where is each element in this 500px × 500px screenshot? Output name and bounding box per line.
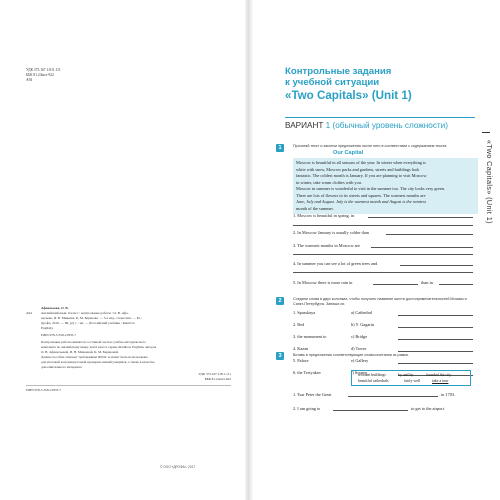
imprint-block [26, 68, 61, 83]
catalog-desc-1: Английский язык. 6 класс : контрольные работы / О. В. Афа- [41, 311, 129, 315]
catalog-author: Афанасьева, О. В. [41, 306, 69, 310]
catalog-card [26, 306, 231, 393]
task2-right-d: d) Tower [351, 346, 367, 351]
task1-sentence-1: 1. Moscow is beautiful in spring, in [293, 213, 355, 218]
answer-line[interactable] [293, 225, 473, 226]
answer-line[interactable] [333, 410, 408, 411]
title-en: «Two Capitals» (Unit 1) [285, 89, 412, 102]
task2-instruction: Соедини слова в двух колонках, чтобы получить название шести достопримечательностей Москвы и Санкт-Петербурга. Запиши их. [293, 297, 467, 306]
catalog-udc: УДК 373.167.1:811.111 [198, 372, 231, 376]
task2-right-b: b) Y. Gagarin [351, 322, 375, 327]
task2-left-3: 3. the monument to [293, 334, 327, 339]
task2-right-c: c) Bridge [351, 334, 368, 339]
task1-passage: Moscow is beautiful in all seasons of the year. In winter when everything is white with snow, Moscow parks and gardens, streets and buildings look fantastic. The coldest month is January. If you are planning to visit Moscow in winter, take warm clothes with you. Moscow in summer is wonderful to visit in the summer too. The city looks very green. There are lots of flowers in its streets and squares. The warmest months are June, July and August. July is the warmest month and August is the rainiest month of the summer. [293, 158, 478, 214]
imprint-udc: УДК 373.167.1:811.111 [26, 68, 61, 72]
answer-line[interactable] [400, 265, 473, 266]
task3-sentence-2-end: to get to the airport. [411, 406, 446, 411]
task3-sentence-1: 1. Tsar Peter the Great [293, 392, 332, 397]
answer-line[interactable] [386, 234, 473, 235]
catalog-abstract-1: Контрольные работы являются составной частью учебно-методического [41, 340, 146, 344]
task3-sentence-2: 2. I am going to [293, 406, 321, 411]
left-page [0, 0, 245, 500]
answer-line[interactable] [293, 272, 473, 273]
word-option: fairly well [404, 379, 421, 383]
imprint-bbk: ББК 81.2Англ-922 [26, 73, 54, 77]
catalog-abstract-5: для итоговой и промежуточной проверки знаний учащихся, а также в качестве [41, 360, 155, 364]
task1-sentence-3: 3. The warmest months in Moscow are [293, 243, 360, 248]
task1-than-in: than in [421, 280, 433, 285]
imprint-code: А94 [26, 78, 33, 82]
copyright: © ООО «ДРОФА», 2017 [160, 465, 196, 469]
answer-line[interactable] [398, 363, 473, 364]
task1-instruction: Прочитай текст и закончи предложения после него в соответствии с содержанием текста. [293, 144, 448, 148]
catalog-abstract-2: комплекта по английскому языку для 6 класса серии «Rainbow English» авторов [41, 345, 157, 349]
catalog-code: А94 [26, 311, 32, 315]
answer-line[interactable] [368, 217, 473, 218]
catalog-desc-3: Дрофа, 2019. — 86, [2] с. : ил. — (Российский учебник : Rainbow [41, 321, 135, 325]
task2-left-4: 4. Kazan [293, 346, 309, 351]
task3-sentence-1-end: in 1703. [441, 392, 456, 397]
task2-number-badge: 2 [276, 297, 284, 305]
word-option: take a tour [432, 379, 449, 383]
task2-left-5: 5. Palace [293, 358, 309, 363]
catalog-isbn: ISBN 978-5-358-21835-7 [41, 333, 77, 337]
book-gutter [245, 0, 253, 500]
catalog-divider [26, 385, 231, 386]
task1-number-badge: 1 [276, 144, 284, 152]
variant-heading [285, 121, 448, 130]
task2-left-1: 1. Spasskaya [293, 310, 316, 315]
answer-line[interactable] [398, 351, 473, 352]
task2-right-e: e) Gallery [351, 358, 369, 363]
title-ru-line1: Контрольные задания [285, 66, 392, 77]
task2-left-2: 2. Red [293, 322, 305, 327]
task3-word-box [351, 370, 471, 386]
task1-sentence-4: 4. In summer you can see a lot of green trees and [293, 261, 378, 266]
answer-line[interactable] [373, 284, 418, 285]
right-page [253, 0, 500, 500]
header-rule [285, 117, 475, 118]
answer-line[interactable] [398, 327, 473, 328]
task3-number-badge: 3 [276, 352, 284, 360]
task1-text-title: Our Capital [333, 150, 364, 156]
task2-right-a: a) Cathedral [351, 310, 373, 315]
word-option: wooden buildings [358, 373, 386, 377]
catalog-desc-4: English). [41, 326, 54, 330]
section-header [285, 66, 480, 103]
side-running-title: «Two Capitals» (Unit 1) [485, 140, 494, 224]
task2-right-f: f) Square [351, 370, 367, 375]
catalog-desc-2: насьева, И. В. Михеева, К. М. Баранова. — 5-е изд., стереотип. — М. : [41, 316, 143, 320]
variant-number: 1 [325, 121, 331, 130]
task2-left-6: 6. the Tretyakov [293, 370, 322, 375]
catalog-bbk: ББК 81.2Англ-922 [204, 377, 231, 381]
title-ru-line2: к учебной ситуации [285, 77, 380, 88]
answer-line[interactable] [398, 315, 473, 316]
word-option: beautiful cathedrals [358, 379, 389, 383]
answer-line[interactable] [348, 396, 438, 397]
task1-sentence-5: 5. In Moscow there is more rain in [293, 280, 353, 285]
answer-line[interactable] [293, 254, 473, 255]
side-tab-mark [482, 132, 490, 133]
answer-line[interactable] [398, 339, 473, 340]
catalog-abstract-4: Данное пособие отвечает требованиям ФГОС и может быть использовано [41, 355, 148, 359]
catalog-abstract-3: О. В. Афанасьевой, И. В. Михеевой, К. М. Барановой. [41, 350, 119, 354]
answer-line[interactable] [371, 247, 473, 248]
task3-instruction: Вставь в предложения соответствующие словосочетания из рамки. [293, 353, 409, 357]
answer-line[interactable] [439, 284, 473, 285]
word-option: by and by [398, 373, 414, 377]
word-option: founded the city [426, 373, 452, 377]
variant-label: ВАРИАНТ [285, 121, 324, 130]
task1-sentence-2: 2. In Moscow January is usually colder than [293, 230, 369, 235]
catalog-abstract-6: дополнительного материала. [41, 365, 83, 369]
variant-level: (обычный уровень сложности) [332, 121, 448, 130]
catalog-isbn-bottom: ISBN 978-5-358-21835-7 [26, 388, 62, 392]
